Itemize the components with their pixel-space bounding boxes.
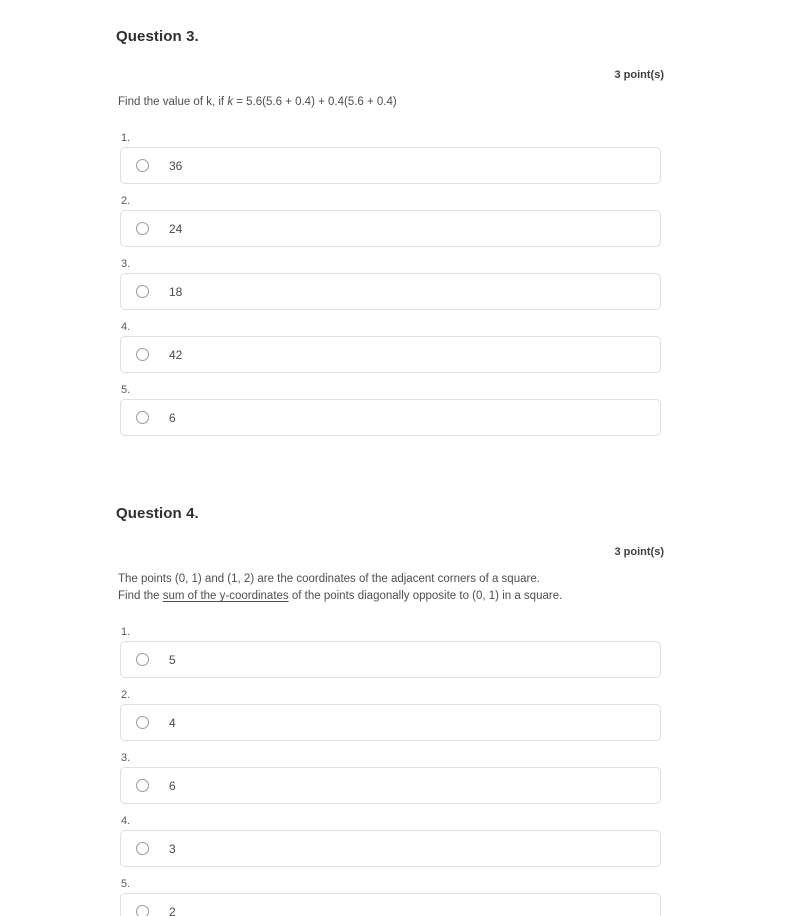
question-3-points: 3 point(s) [614,69,664,81]
option-box-q3-4[interactable] [120,336,661,373]
option [120,384,664,436]
option-value: 42 [169,347,183,362]
question-3-prompt-before: Find the value of k, if [118,96,228,108]
option-box-q3-1[interactable] [120,147,661,184]
radio-icon[interactable] [136,842,149,855]
option-value: 6 [169,778,176,793]
question-4-prompt-line2 [118,588,664,605]
question-3-prompt-variable: k [227,96,234,108]
option-value: 36 [169,158,183,173]
option-box-q3-3[interactable] [120,273,661,310]
option [120,195,664,247]
radio-icon[interactable] [136,348,149,361]
option [120,626,664,678]
question-4-prompt-line2-underlined: sum of the y-coordinates [162,590,289,602]
quiz-content [116,28,664,916]
radio-icon[interactable] [136,285,149,298]
radio-icon[interactable] [136,905,149,916]
radio-icon[interactable] [136,779,149,792]
option-box-q3-2[interactable] [120,210,661,247]
option-value: 18 [169,284,183,299]
option-box-q4-1[interactable] [120,641,661,678]
radio-icon[interactable] [136,411,149,424]
question-4-prompt-line1: The points (0, 1) and (1, 2) are the coordinates of the adjacent corners of a square. [118,573,540,585]
question-3-prompt [118,94,664,111]
option-number: 1. [121,626,131,638]
radio-icon[interactable] [136,222,149,235]
option-value: 4 [169,715,176,730]
option-value: 3 [169,841,176,856]
option-number: 5. [121,384,131,396]
option-number: 2. [121,689,131,701]
option-box-q4-2[interactable] [120,704,661,741]
question-4-options [120,626,664,916]
option-value: 2 [169,904,176,916]
option-value: 6 [169,410,176,425]
option [120,752,664,804]
radio-icon[interactable] [136,716,149,729]
option-number: 1. [121,132,131,144]
question-4-block [116,505,664,916]
option-value: 5 [169,652,176,667]
question-3-prompt-after: = 5.6(5.6 + 0.4) + 0.4(5.6 + 0.4) [233,96,397,108]
option-number: 5. [121,878,131,890]
option-box-q4-5[interactable] [120,893,661,916]
question-4-points: 3 point(s) [614,546,664,558]
option-box-q4-3[interactable] [120,767,661,804]
option-number: 4. [121,815,131,827]
question-4-prompt [118,571,664,605]
question-3-title: Question 3. [116,28,199,45]
option-number: 3. [121,752,131,764]
option [120,689,664,741]
question-4-prompt-line2-before: Find the [118,590,163,602]
question-3-block [116,28,664,436]
option [120,258,664,310]
option-number: 4. [121,321,131,333]
option-box-q4-4[interactable] [120,830,661,867]
option [120,132,664,184]
option-number: 2. [121,195,131,207]
option-box-q3-5[interactable] [120,399,661,436]
radio-icon[interactable] [136,159,149,172]
option [120,878,664,916]
option [120,815,664,867]
radio-icon[interactable] [136,653,149,666]
option [120,321,664,373]
question-3-options [120,132,664,436]
question-4-title: Question 4. [116,505,199,522]
question-4-prompt-line2-after: of the points diagonally opposite to (0, 1) in a square. [288,590,563,602]
option-value: 24 [169,221,183,236]
question-divider-gap [116,447,664,505]
option-number: 3. [121,258,131,270]
